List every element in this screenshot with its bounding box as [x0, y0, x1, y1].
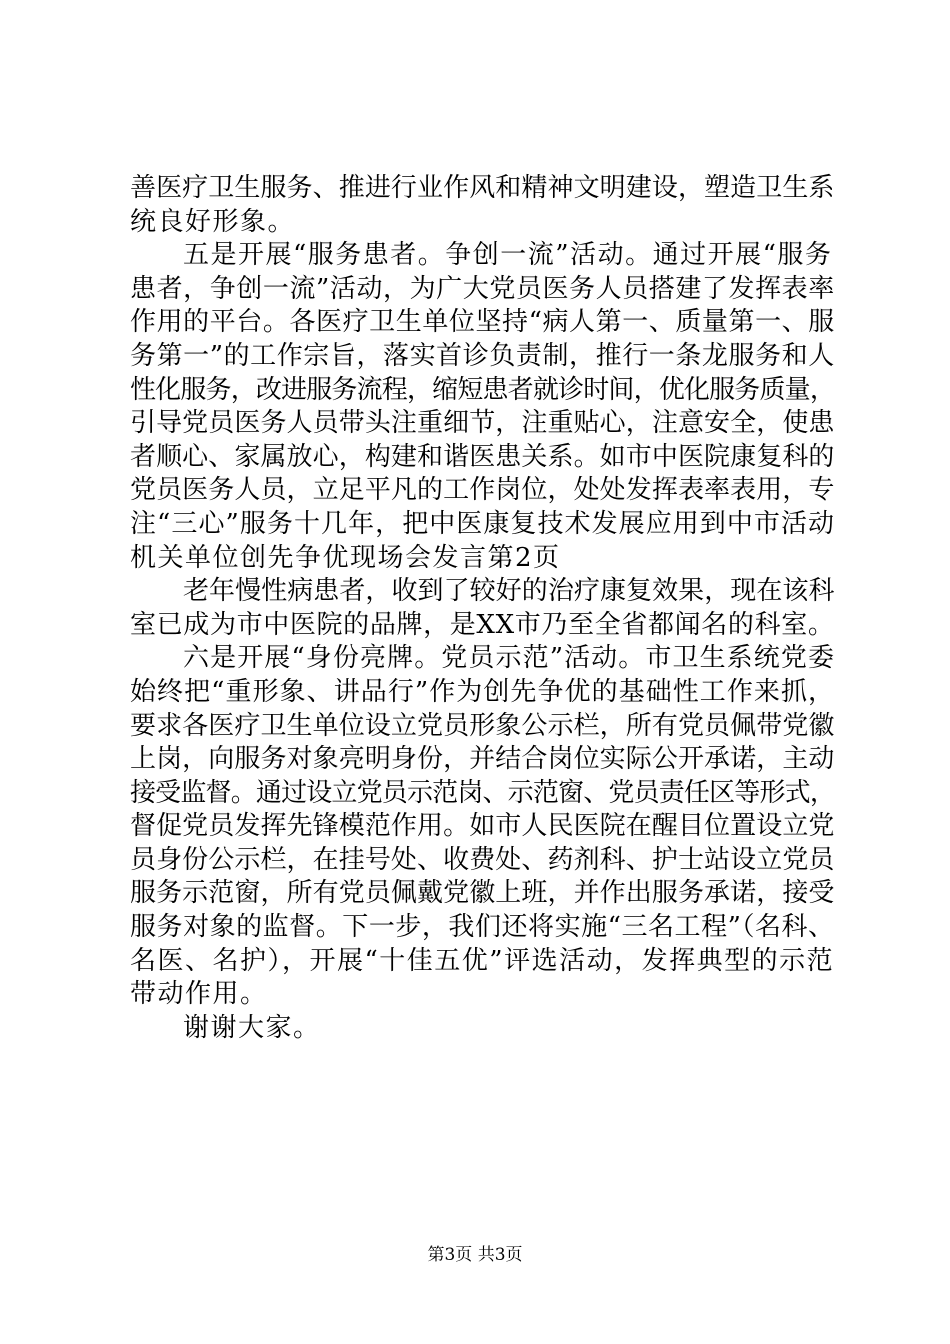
body-line: 务第一”的工作宗旨，落实首诊负责制，推行一条龙服务和人	[130, 340, 835, 371]
body-line: 注“三心”服务十几年，把中医康复技术发展应用到中市活动	[130, 508, 836, 539]
body-line: 者顺心、家属放心，构建和谐医患关系。如市中医院康复科的	[130, 441, 835, 472]
body-line: 六是开展“身份亮牌。党员示范”活动。市卫生系统党委	[183, 643, 836, 674]
body-line: 党员医务人员，立足平凡的工作岗位，处处发挥表率表用，专	[130, 475, 835, 506]
body-line: 善医疗卫生服务、推进行业作风和精神文明建设，塑造卫生系	[130, 173, 835, 203]
body-line: 员身份公示栏，在挂号处、收费处、药剂科、护士站设立党员	[130, 844, 835, 875]
document-body	[130, 172, 835, 1045]
page-footer: 第3页 共3页	[427, 1245, 523, 1265]
body-line: 带动作用。	[130, 979, 268, 1010]
body-line: 室已成为市中医院的品牌，是XX市乃至全省都闻名的科室。	[130, 609, 835, 640]
body-line: 始终把“重形象、讲品行”作为创先争优的基础性工作来抓，	[130, 676, 836, 707]
body-line: 统良好形象。	[130, 206, 296, 237]
body-line: 五是开展“服务患者。争创一流”活动。通过开展“服务	[183, 240, 833, 271]
body-line: 作用的平台。各医疗卫生单位坚持“病人第一、质量第一、服	[130, 307, 835, 338]
body-line: 名医、名护），开展“十佳五优”评选活动，发挥典型的示范	[130, 945, 835, 976]
body-line: 性化服务，改进服务流程，缩短患者就诊时间，优化服务质量，	[130, 374, 836, 405]
body-line: 上岗，向服务对象亮明身份，并结合岗位实际公开承诺，主动	[130, 744, 835, 775]
body-line: 老年慢性病患者，收到了较好的治疗康复效果，现在该科	[183, 576, 835, 607]
body-line: 接受监督。通过设立党员示范岗、示范窗、党员责任区等形式，	[130, 777, 836, 808]
body-line: 谢谢大家。	[183, 1012, 321, 1043]
body-line: 机关单位创先争优现场会发言第2页	[130, 542, 561, 573]
body-line: 服务示范窗，所有党员佩戴党徽上班，并作出服务承诺，接受	[130, 878, 835, 909]
body-line: 引导党员医务人员带头注重细节，注重贴心，注意安全，使患	[130, 408, 835, 439]
body-line: 督促党员发挥先锋模范作用。如市人民医院在醒目位置设立党	[130, 811, 835, 842]
body-line: 患者，争创一流”活动，为广大党员医务人员搭建了发挥表率	[130, 273, 835, 304]
body-line: 服务对象的监督。下一步，我们还将实施“三名工程”（名科、	[130, 912, 835, 943]
body-line: 要求各医疗卫生单位设立党员形象公示栏，所有党员佩带党徽	[130, 710, 835, 741]
